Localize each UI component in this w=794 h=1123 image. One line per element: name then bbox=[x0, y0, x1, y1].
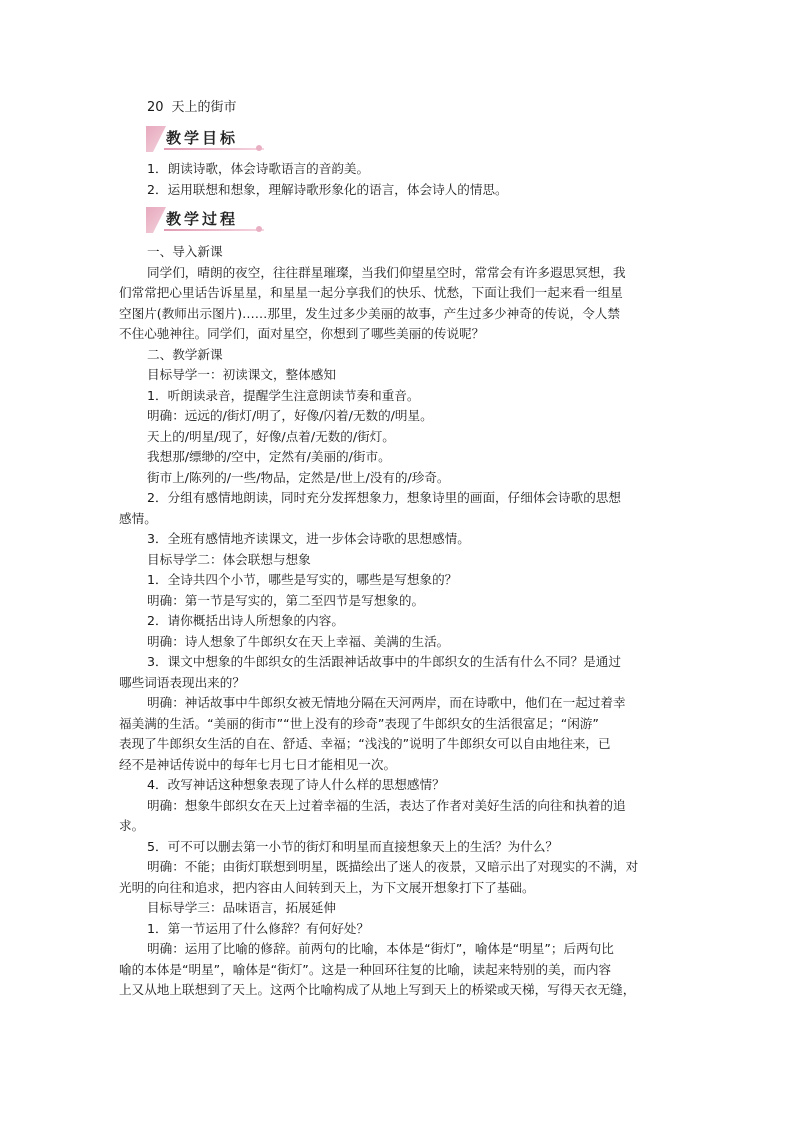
banner-dot bbox=[256, 226, 262, 232]
goals-heading-banner bbox=[146, 126, 264, 152]
goals-list bbox=[119, 159, 679, 200]
paragraph-line: 天上的/明星/现了，好像/点着/无数的/街灯。 bbox=[147, 428, 395, 444]
banner-underline bbox=[164, 148, 264, 150]
paragraph-line: 明确：远远的/街灯/明了，好像/闪着/无数的/明星。 bbox=[147, 408, 433, 423]
paragraph-line: 3．课文中想象的牛郎织女的生活跟神话故事中的牛郎织女的生活有什么不同？是通过 bbox=[147, 654, 621, 669]
paragraph-line: 1．全诗共四个小节，哪些是写实的，哪些是写想象的？ bbox=[147, 572, 458, 587]
paragraph-line: 我想那/缥缈的/空中，定然有/美丽的/街市。 bbox=[147, 449, 391, 464]
paragraph-line: 明确：第一节是写实的，第二至四节是写想象的。 bbox=[147, 592, 425, 608]
paragraph-line: 二、教学新课 bbox=[147, 346, 223, 362]
paragraph-line: 哪些词语表现出来的？ bbox=[119, 674, 245, 690]
lesson-title-text: 天上的街市 bbox=[171, 100, 237, 115]
process-heading: 教学过程 bbox=[166, 210, 239, 228]
paragraph-line: 经不是神话传说中的每年七月七日才能相见一次。 bbox=[119, 756, 397, 772]
paragraph-line: 同学们，晴朗的夜空，往往群星璀璨，当我们仰望星空时，常常会有许多遐思冥想，我 bbox=[147, 264, 626, 280]
process-body bbox=[119, 242, 679, 1001]
paragraph-line: 光明的向往和追求，把内容由人间转到天上，为下文展开想象打下了基础。 bbox=[119, 879, 535, 895]
paragraph-line: 目标导学一：初读课文，整体感知 bbox=[147, 367, 336, 382]
paragraph-line: 明确：想象牛郎织女在天上过着幸福的生活，表达了作者对美好生活的向往和执着的追 bbox=[147, 797, 626, 813]
banner-underline bbox=[164, 229, 264, 231]
goal-item: 1．朗读诗歌，体会诗歌语言的音韵美。 bbox=[147, 161, 370, 176]
banner-dot bbox=[256, 145, 262, 151]
paragraph-line: 明确：运用了比喻的修辞。前两句的比喻，本体是“街灯”，喻体是“明星”；后两句比 bbox=[147, 941, 614, 956]
paragraph-line: 不住心驰神往。同学们，面对星空，你想到了哪些美丽的传说呢？ bbox=[119, 326, 485, 341]
paragraph-line: 明确：神话故事中牛郎织女被无情地分隔在天河两岸，而在诗歌中，他们在一起过着幸 bbox=[147, 695, 626, 710]
paragraph-line: 喻的本体是“明星”，喻体是“街灯”。这是一种回环往复的比喻，读起来特别的美，而内容 bbox=[119, 961, 612, 977]
paragraph-line: 5．可不可以删去第一小节的街灯和明星而直接想象天上的生活？为什么？ bbox=[147, 838, 559, 854]
paragraph-line: 表现了牛郎织女生活的自在、舒适、幸福；“浅浅的”说明了牛郎织女可以自由地往来，已 bbox=[119, 736, 611, 751]
paragraph-line: 求。 bbox=[119, 818, 145, 833]
paragraph-line: 一、导入新课 bbox=[147, 244, 223, 259]
paragraph-line: 感情。 bbox=[119, 510, 157, 526]
paragraph-line: 4．改写神话这种想象表现了诗人什么样的思想感情？ bbox=[147, 777, 445, 792]
paragraph-line: 2．分组有感情地朗读，同时充分发挥想象力，想象诗里的画面，仔细体会诗歌的思想 bbox=[147, 490, 621, 505]
paragraph-line: 1．听朗读录音，提醒学生注意朗读节奏和重音。 bbox=[147, 387, 420, 403]
paragraph-line: 明确：不能；由街灯联想到明星，既描绘出了迷人的夜景，又暗示出了对现实的不满，对 bbox=[147, 859, 639, 874]
paragraph-line: 1．第一节运用了什么修辞？有何好处？ bbox=[147, 920, 370, 936]
process-heading-banner bbox=[146, 207, 264, 233]
paragraph-line: 上又从地上联想到了天上。这两个比喻构成了从地上写到天上的桥梁或天梯，写得天衣无缝， bbox=[119, 982, 636, 997]
goals-heading: 教学目标 bbox=[166, 129, 239, 147]
paragraph-line: 明确：诗人想象了牛郎织女在天上幸福、美满的生活。 bbox=[147, 633, 450, 649]
paragraph-line: 3．全班有感情地齐读课文，进一步体会诗歌的思想感情。 bbox=[147, 531, 470, 546]
paragraph-line: 空图片(教师出示图片)……那里，发生过多少美丽的故事，产生过多少神奇的传说，令人禁 bbox=[119, 305, 620, 321]
paragraph-line: 目标导学二：体会联想与想象 bbox=[147, 551, 311, 567]
paragraph-line: 街市上/陈列的/一些/物品，定然是/世上/没有的/珍奇。 bbox=[147, 469, 450, 485]
paragraph-line: 们常常把心里话告诉星星，和星星一起分享我们的快乐、忧愁，下面让我们一起来看一组星 bbox=[119, 285, 623, 300]
lesson-title bbox=[147, 99, 237, 117]
paragraph-line: 2．请你概括出诗人所想象的内容。 bbox=[147, 613, 344, 628]
paragraph-line: 目标导学三：品味语言，拓展延伸 bbox=[147, 900, 336, 915]
lesson-number: 20 bbox=[147, 100, 164, 115]
goal-item: 2．运用联想和想象，理解诗歌形象化的语言，体会诗人的情思。 bbox=[147, 181, 508, 197]
paragraph-line: 福美满的生活。“美丽的街市”“世上没有的珍奇”表现了牛郎织女的生活很富足；“闲游” bbox=[119, 715, 599, 731]
